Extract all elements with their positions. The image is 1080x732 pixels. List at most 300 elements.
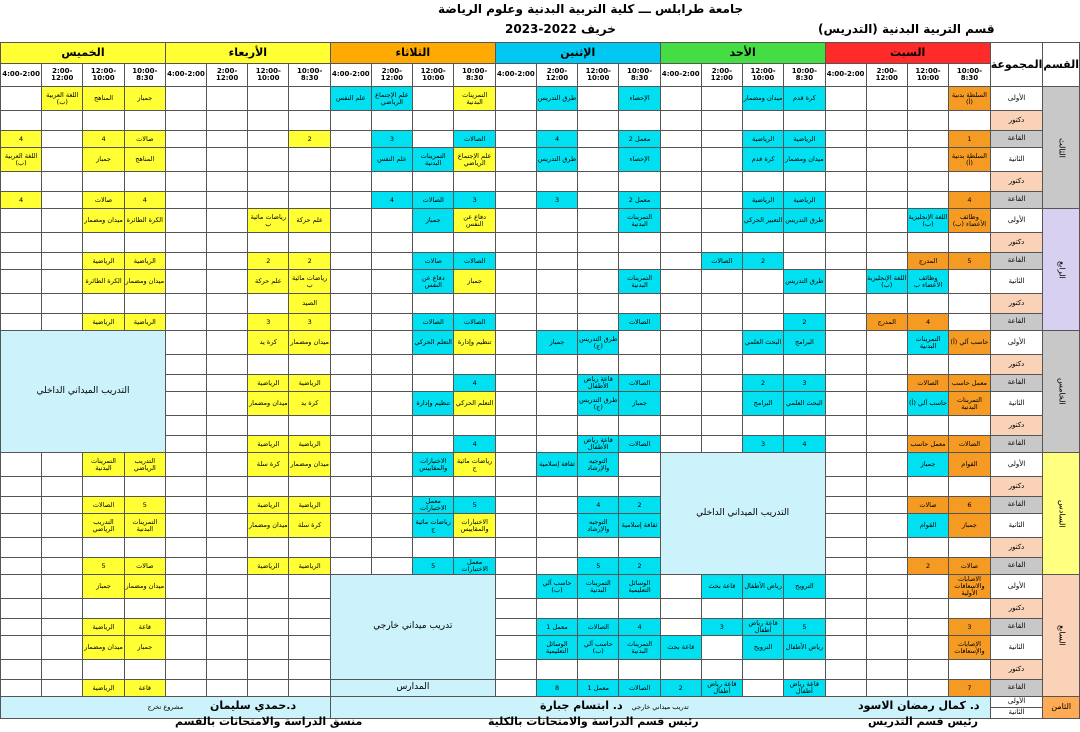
schedule-cell xyxy=(866,680,907,697)
schedule-cell: السلطة بدنية (أ) xyxy=(949,148,991,172)
schedule-cell: قاعة رياض الأطفال xyxy=(578,375,619,392)
schedule-cell xyxy=(825,131,866,148)
time-slot-header: 10:00-8:30 xyxy=(949,64,991,87)
schedule-cell xyxy=(701,270,742,294)
schedule-cell xyxy=(701,148,742,172)
schedule-cell: 3 xyxy=(289,314,330,331)
schedule-cell xyxy=(330,331,371,355)
schedule-cell xyxy=(248,355,289,375)
schedule-cell xyxy=(701,436,742,453)
schedule-cell xyxy=(825,270,866,294)
schedule-cell xyxy=(619,416,660,436)
schedule-cell: جمباز xyxy=(124,636,165,660)
schedule-cell xyxy=(907,680,948,697)
schedule-cell xyxy=(578,477,619,497)
schedule-cell xyxy=(907,111,948,131)
schedule-cell xyxy=(413,477,454,497)
schedule-cell: رياض الأطفال xyxy=(742,575,783,599)
schedule-cell xyxy=(454,233,495,253)
schedule-cell xyxy=(289,636,330,660)
signature-name-1: د. كمال رمضان الاسود xyxy=(858,699,980,712)
schedule-cell xyxy=(495,355,536,375)
schedule-cell xyxy=(248,294,289,314)
schedule-cell: صالات xyxy=(949,558,991,575)
schedule-cell xyxy=(701,294,742,314)
schedule-cell: الرياضية xyxy=(289,497,330,514)
schedule-cell: حاسب آلي (ب) xyxy=(578,636,619,660)
schedule-cell xyxy=(207,436,248,453)
schedule-cell xyxy=(42,514,83,538)
schedule-cell: 2 xyxy=(784,314,825,331)
block-field-external: تدريب ميداني خارجي xyxy=(330,575,495,680)
schedule-cell xyxy=(784,253,825,270)
schedule-cell: التمرينات البدنية xyxy=(619,636,660,660)
schedule-cell xyxy=(949,599,991,619)
schedule-cell: الكرة الطائرة xyxy=(83,270,124,294)
schedule-cell xyxy=(536,558,577,575)
schedule-cell xyxy=(907,416,948,436)
signature-name-2: د. ابتسام جبارة xyxy=(540,699,623,712)
schedule-cell xyxy=(165,680,206,697)
schedule-cell xyxy=(495,148,536,172)
schedule-cell xyxy=(578,192,619,209)
schedule-cell: 4 xyxy=(536,131,577,148)
schedule-cell xyxy=(495,131,536,148)
schedule-cell xyxy=(42,314,83,331)
schedule-cell xyxy=(742,355,783,375)
schedule-cell xyxy=(660,392,701,416)
time-slot-header: 10:00-8:30 xyxy=(619,64,660,87)
schedule-cell: معمل حاسب xyxy=(907,436,948,453)
schedule-cell xyxy=(495,599,536,619)
schedule-cell: الرياضية xyxy=(742,131,783,148)
schedule-cell xyxy=(1,314,42,331)
schedule-cell: 2 xyxy=(742,375,783,392)
schedule-cell xyxy=(1,514,42,538)
schedule-cell xyxy=(949,538,991,558)
schedule-cell: معمل الاختبارات xyxy=(454,558,495,575)
time-slot-header: 10:00-8:30 xyxy=(289,64,330,87)
schedule-cell: التمرينات البدنية xyxy=(907,331,948,355)
schedule-cell xyxy=(578,148,619,172)
schedule-cell xyxy=(330,355,371,375)
time-slot-header: 4:00-2:00 xyxy=(165,64,206,87)
schedule-cell xyxy=(825,233,866,253)
schedule-cell xyxy=(165,209,206,233)
schedule-cell xyxy=(165,660,206,680)
schedule-cell xyxy=(907,599,948,619)
schedule-cell: التمرينات البدنية xyxy=(83,453,124,477)
schedule-cell xyxy=(495,87,536,111)
schedule-cell xyxy=(207,148,248,172)
schedule-cell: الرياضية xyxy=(83,619,124,636)
schedule-cell xyxy=(825,172,866,192)
schedule-cell xyxy=(495,619,536,636)
schedule-cell xyxy=(578,538,619,558)
schedule-cell xyxy=(660,148,701,172)
schedule-cell xyxy=(330,148,371,172)
schedule-cell xyxy=(248,575,289,599)
group-label: القاعة xyxy=(990,253,1043,270)
schedule-cell: 4 xyxy=(83,131,124,148)
schedule-cell xyxy=(1,270,42,294)
time-slot-header: 12:00-10:00 xyxy=(413,64,454,87)
schedule-cell: التمرينات البدنية xyxy=(454,87,495,111)
schedule-cell xyxy=(949,355,991,375)
schedule-cell xyxy=(207,453,248,477)
schedule-cell xyxy=(619,355,660,375)
group-label: القاعة xyxy=(990,192,1043,209)
schedule-cell xyxy=(413,294,454,314)
schedule-cell xyxy=(742,172,783,192)
schedule-cell: 3 xyxy=(454,192,495,209)
schedule-cell xyxy=(660,233,701,253)
schedule-cell: جمباز xyxy=(536,331,577,355)
schedule-cell xyxy=(413,131,454,148)
group-label: الأولى xyxy=(990,331,1043,355)
schedule-cell xyxy=(1,209,42,233)
schedule-cell: الإحصاء xyxy=(619,148,660,172)
schedule-cell xyxy=(701,331,742,355)
time-slot-header: 12:00-10:00 xyxy=(907,64,948,87)
schedule-cell: التعلم الحركي xyxy=(454,392,495,416)
group-label: القاعة xyxy=(990,497,1043,514)
schedule-cell xyxy=(495,436,536,453)
schedule-cell xyxy=(825,680,866,697)
schedule-cell: رياضات مائية ج xyxy=(454,453,495,477)
schedule-cell xyxy=(825,355,866,375)
schedule-cell xyxy=(248,192,289,209)
group-label: دكتور xyxy=(990,660,1043,680)
schedule-cell: 5 xyxy=(124,497,165,514)
schedule-cell xyxy=(536,172,577,192)
schedule-cell: البرامج xyxy=(742,392,783,416)
schedule-cell xyxy=(660,87,701,111)
schedule-cell xyxy=(289,619,330,636)
schedule-cell: معمل 2 xyxy=(619,192,660,209)
schedule-cell xyxy=(165,392,206,416)
schedule-cell: كرة سلة xyxy=(289,514,330,538)
schedule-cell: صالات xyxy=(124,131,165,148)
schedule-cell: التوجيه والإرشاد xyxy=(578,514,619,538)
department-title: قسم التربية البدنية (التدريس) xyxy=(818,22,995,36)
time-slot-header: 4:00-2:00 xyxy=(330,64,371,87)
schedule-cell: البحث العلمي xyxy=(784,392,825,416)
schedule-cell xyxy=(165,575,206,599)
schedule-cell xyxy=(165,453,206,477)
schedule-cell xyxy=(248,538,289,558)
schedule-cell xyxy=(454,294,495,314)
schedule-cell xyxy=(330,392,371,416)
schedule-cell xyxy=(207,233,248,253)
schedule-cell xyxy=(866,209,907,233)
schedule-cell xyxy=(742,314,783,331)
schedule-cell: 5 xyxy=(454,497,495,514)
schedule-cell: ثقافة إسلامية xyxy=(536,453,577,477)
schedule-cell: تنظيم وإدارة xyxy=(454,331,495,355)
schedule-cell: الصالات xyxy=(454,253,495,270)
schedule-cell xyxy=(495,253,536,270)
schedule-cell xyxy=(207,392,248,416)
block-field-internal: التدريب الميداني الداخلي xyxy=(1,331,166,453)
schedule-cell xyxy=(578,660,619,680)
schedule-cell: 2 xyxy=(289,131,330,148)
schedule-cell xyxy=(907,148,948,172)
signature-role-1: رئيس قسم التدريس xyxy=(868,715,978,728)
schedule-cell: الاختبارات والمقاييس xyxy=(413,453,454,477)
schedule-cell: قاعة xyxy=(124,619,165,636)
schedule-cell xyxy=(42,294,83,314)
schedule-cell xyxy=(907,660,948,680)
schedule-cell xyxy=(825,375,866,392)
schedule-cell xyxy=(42,253,83,270)
schedule-cell: طرق التدريس xyxy=(784,270,825,294)
schedule-cell xyxy=(330,514,371,538)
schedule-cell xyxy=(949,172,991,192)
schedule-cell xyxy=(42,636,83,660)
group-label: الثانية xyxy=(990,636,1043,660)
schedule-cell xyxy=(907,233,948,253)
schedule-cell: اللغة الإنجليزية (ب) xyxy=(866,270,907,294)
schedule-cell xyxy=(165,599,206,619)
schedule-cell xyxy=(619,453,660,477)
schedule-cell xyxy=(165,477,206,497)
schedule-cell xyxy=(207,131,248,148)
schedule-cell xyxy=(124,660,165,680)
schedule-cell xyxy=(207,355,248,375)
schedule-cell xyxy=(165,355,206,375)
schedule-cell xyxy=(207,314,248,331)
time-slot-header: 12:00-10:00 xyxy=(248,64,289,87)
schedule-cell xyxy=(701,355,742,375)
schedule-cell xyxy=(83,599,124,619)
schedule-cell xyxy=(371,538,412,558)
schedule-cell xyxy=(42,111,83,131)
schedule-cell xyxy=(371,111,412,131)
schedule-cell xyxy=(825,294,866,314)
schedule-cell: 3 xyxy=(742,436,783,453)
schedule-cell: التوجيه والإرشاد xyxy=(578,453,619,477)
schedule-cell: جمباز xyxy=(413,209,454,233)
schedule-cell xyxy=(330,375,371,392)
schedule-cell: 5 xyxy=(83,558,124,575)
schedule-cell xyxy=(536,599,577,619)
section-label: الثامن xyxy=(1043,697,1080,719)
schedule-cell xyxy=(207,497,248,514)
schedule-cell: قاعة رياض أطفال xyxy=(784,680,825,697)
schedule-cell: 4 xyxy=(454,375,495,392)
schedule-cell xyxy=(536,477,577,497)
schedule-cell xyxy=(413,436,454,453)
schedule-cell xyxy=(165,172,206,192)
section-label: السابع xyxy=(1043,575,1080,697)
schedule-cell xyxy=(413,355,454,375)
schedule-cell: قاعة رياض أطفال xyxy=(742,619,783,636)
schedule-cell: صالات xyxy=(907,497,948,514)
schedule-cell: 4 xyxy=(1,192,42,209)
schedule-cell xyxy=(165,416,206,436)
schedule-cell xyxy=(742,111,783,131)
schedule-cell xyxy=(207,111,248,131)
schedule-cell xyxy=(825,477,866,497)
schedule-cell xyxy=(866,392,907,416)
schedule-cell xyxy=(825,87,866,111)
group-label: القاعة xyxy=(990,314,1043,331)
schedule-cell xyxy=(866,416,907,436)
schedule-cell xyxy=(165,294,206,314)
schedule-cell xyxy=(701,192,742,209)
schedule-cell: ميدان ومضمار xyxy=(742,87,783,111)
schedule-cell xyxy=(825,497,866,514)
schedule-cell: الصيد xyxy=(289,294,330,314)
schedule-cell: القوام xyxy=(907,514,948,538)
schedule-cell xyxy=(248,636,289,660)
schedule-cell: الرياضية xyxy=(124,314,165,331)
schedule-cell xyxy=(371,355,412,375)
schedule-cell xyxy=(660,575,701,599)
group-label: دكتور xyxy=(990,599,1043,619)
schedule-cell xyxy=(495,416,536,436)
schedule-cell xyxy=(330,111,371,131)
schedule-cell: الصالات xyxy=(619,314,660,331)
schedule-cell: جمباز xyxy=(454,270,495,294)
schedule-cell xyxy=(660,192,701,209)
schedule-cell: جمباز xyxy=(124,87,165,111)
schedule-cell: 5 xyxy=(784,619,825,636)
schedule-cell xyxy=(536,416,577,436)
schedule-cell xyxy=(866,660,907,680)
section-label: الثالث xyxy=(1043,87,1080,209)
schedule-cell xyxy=(42,680,83,697)
schedule-cell xyxy=(413,416,454,436)
signature-role-2: رئيس قسم الدراسة والامتحانات بالكلية xyxy=(488,715,699,728)
schedule-cell xyxy=(536,209,577,233)
schedule-cell: المدرج xyxy=(907,253,948,270)
schedule-cell: دفاع عن النفس xyxy=(454,209,495,233)
schedule-cell: الوسائل التعليمية xyxy=(536,636,577,660)
schedule-cell xyxy=(1,87,42,111)
schedule-cell xyxy=(165,270,206,294)
schedule-cell: رياض الأطفال xyxy=(784,636,825,660)
schedule-cell xyxy=(248,172,289,192)
schedule-cell xyxy=(330,131,371,148)
schedule-cell xyxy=(536,392,577,416)
schedule-cell xyxy=(165,375,206,392)
block-field-internal: التدريب الميداني الداخلي xyxy=(660,453,825,575)
schedule-cell: التعلم الحركي xyxy=(413,331,454,355)
schedule-cell: علم حركة xyxy=(248,270,289,294)
schedule-cell xyxy=(619,331,660,355)
schedule-cell xyxy=(248,416,289,436)
block-field-external: تدريب ميداني خارجي xyxy=(330,697,990,719)
schedule-cell xyxy=(42,575,83,599)
schedule-cell xyxy=(701,87,742,111)
block-schools: المدارس xyxy=(330,680,495,697)
schedule-cell xyxy=(825,558,866,575)
schedule-cell xyxy=(42,599,83,619)
schedule-cell: كرة سلة xyxy=(248,453,289,477)
corner-group: المجموعة xyxy=(990,43,1043,87)
schedule-cell: قاعة رياض أطفال xyxy=(701,680,742,697)
time-slot-header: 12:00-10:00 xyxy=(742,64,783,87)
schedule-cell xyxy=(701,392,742,416)
schedule-cell xyxy=(124,538,165,558)
schedule-cell xyxy=(784,355,825,375)
schedule-cell xyxy=(165,111,206,131)
schedule-cell xyxy=(1,294,42,314)
schedule-cell xyxy=(42,558,83,575)
schedule-cell: طرق التدريس xyxy=(536,87,577,111)
schedule-cell xyxy=(1,599,42,619)
schedule-cell xyxy=(742,680,783,697)
schedule-cell xyxy=(825,192,866,209)
time-slot-header: 2:00-12:00 xyxy=(207,64,248,87)
schedule-cell: التمرينات البدنية xyxy=(619,209,660,233)
schedule-cell xyxy=(495,270,536,294)
schedule-cell xyxy=(825,148,866,172)
schedule-cell xyxy=(701,375,742,392)
schedule-cell: ميدان ومضمار xyxy=(289,453,330,477)
schedule-cell xyxy=(495,392,536,416)
schedule-cell: الرياضية xyxy=(83,314,124,331)
schedule-cell xyxy=(289,148,330,172)
day-header: الثلاثاء xyxy=(330,43,495,64)
schedule-cell: الرياضية xyxy=(248,497,289,514)
group-label: دكتور xyxy=(990,416,1043,436)
schedule-cell: 5 xyxy=(949,253,991,270)
schedule-cell xyxy=(454,538,495,558)
schedule-cell: المناهج xyxy=(83,87,124,111)
group-label: القاعة xyxy=(990,680,1043,697)
schedule-cell: جمباز xyxy=(83,575,124,599)
schedule-cell xyxy=(619,660,660,680)
schedule-cell xyxy=(207,294,248,314)
schedule-cell xyxy=(289,192,330,209)
schedule-cell: الرياضية xyxy=(289,436,330,453)
schedule-cell xyxy=(371,375,412,392)
schedule-cell xyxy=(660,253,701,270)
group-label: القاعة xyxy=(990,375,1043,392)
schedule-cell xyxy=(536,270,577,294)
schedule-cell xyxy=(207,270,248,294)
schedule-cell: 2 xyxy=(289,253,330,270)
schedule-cell xyxy=(42,209,83,233)
schedule-cell xyxy=(866,233,907,253)
schedule-cell xyxy=(866,331,907,355)
schedule-cell xyxy=(330,497,371,514)
schedule-cell xyxy=(207,514,248,538)
schedule-cell xyxy=(660,416,701,436)
schedule-cell xyxy=(371,314,412,331)
schedule-cell xyxy=(660,111,701,131)
schedule-cell xyxy=(165,514,206,538)
term-title: خريف 2022-2023 xyxy=(505,22,616,36)
schedule-cell xyxy=(454,416,495,436)
schedule-cell xyxy=(825,331,866,355)
day-header: السبت xyxy=(825,43,990,64)
schedule-cell xyxy=(825,436,866,453)
schedule-cell xyxy=(42,619,83,636)
schedule-cell xyxy=(578,233,619,253)
schedule-cell xyxy=(578,172,619,192)
schedule-cell xyxy=(825,619,866,636)
schedule-cell: 3 xyxy=(536,192,577,209)
schedule-cell xyxy=(784,172,825,192)
schedule-cell: ميدان ومضمار xyxy=(83,209,124,233)
schedule-cell xyxy=(289,575,330,599)
time-slot-header: 4:00-2:00 xyxy=(660,64,701,87)
schedule-cell: 6 xyxy=(949,497,991,514)
